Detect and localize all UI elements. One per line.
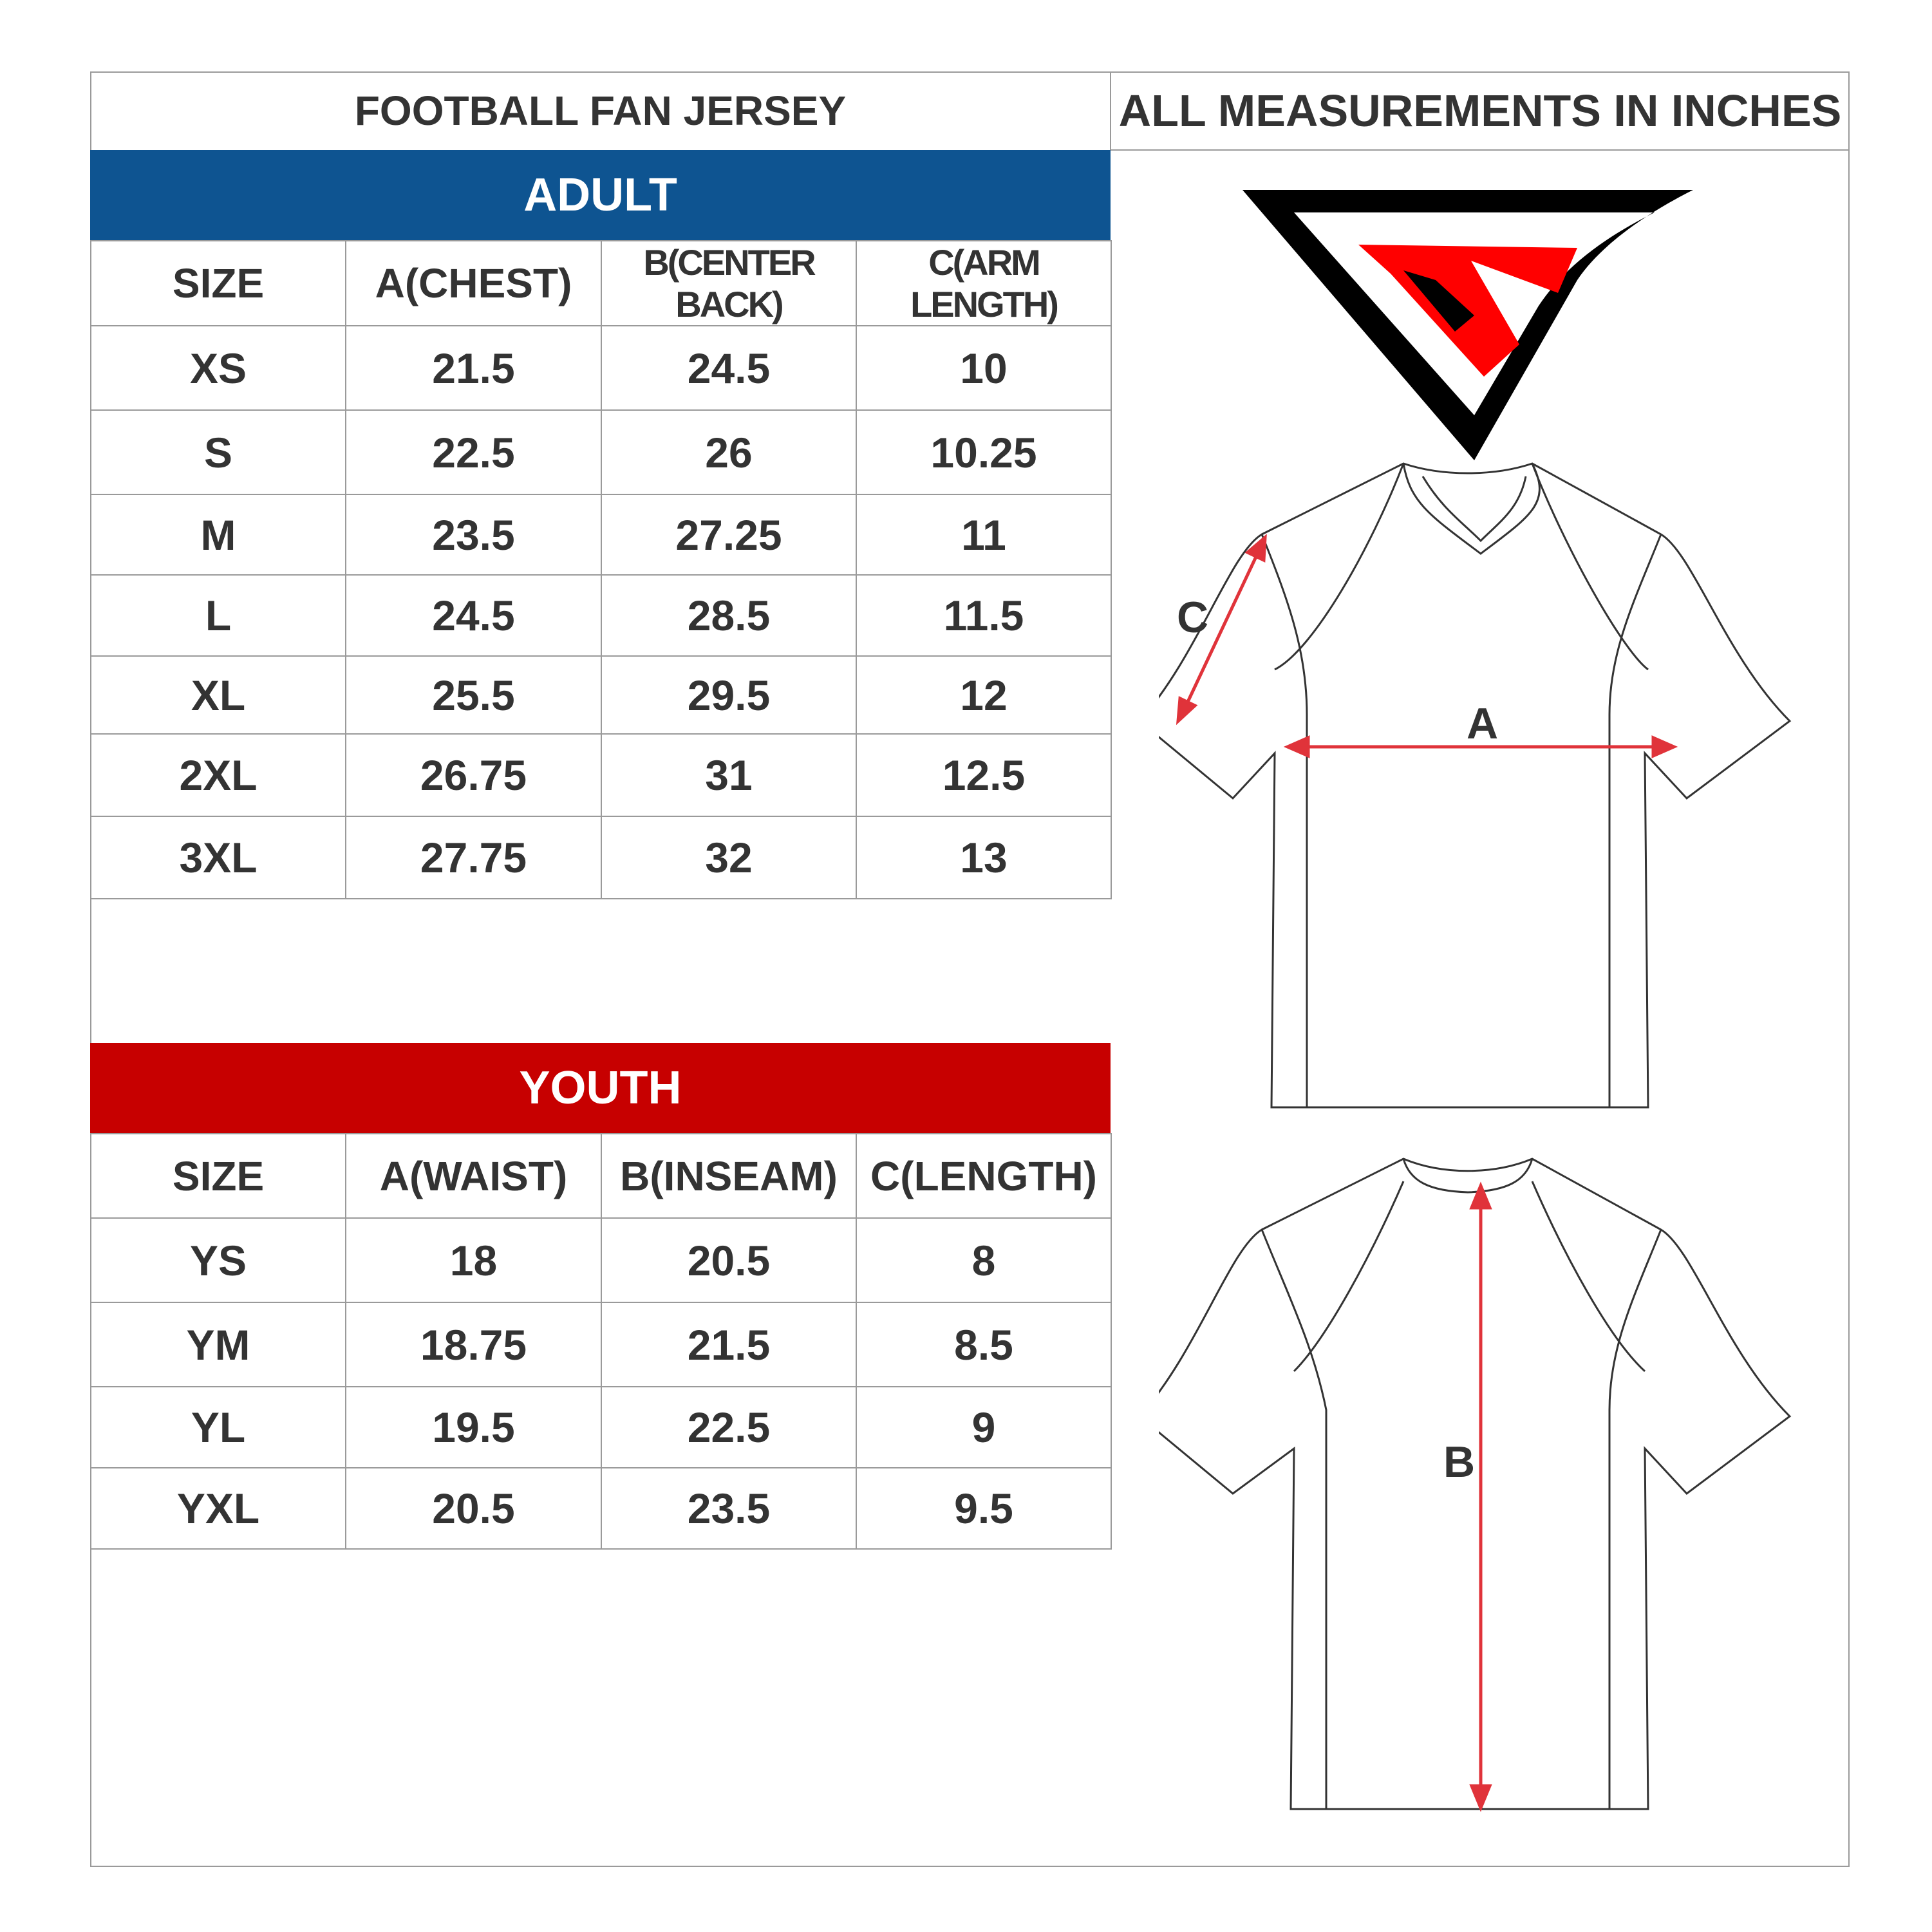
value-cell: 8.5	[856, 1302, 1111, 1387]
value-cell: 26.75	[346, 734, 601, 816]
adult-col-b: B(CENTER BACK)	[601, 241, 856, 326]
value-cell: 24.5	[601, 326, 856, 410]
adult-col-c: C(ARM LENGTH)	[856, 241, 1111, 326]
value-cell: 12	[856, 656, 1111, 734]
youth-size-table	[90, 1133, 1112, 1550]
table-row	[91, 656, 1111, 734]
size-cell: M	[91, 494, 346, 575]
measure-label-a: A	[1467, 699, 1499, 748]
value-cell: 25.5	[346, 656, 601, 734]
youth-banner: YOUTH	[90, 1043, 1111, 1133]
size-cell: XL	[91, 656, 346, 734]
table-row	[91, 734, 1111, 816]
size-cell: YL	[91, 1387, 346, 1468]
value-cell: 18.75	[346, 1302, 601, 1387]
size-cell: YM	[91, 1302, 346, 1387]
value-cell: 31	[601, 734, 856, 816]
value-cell: 18	[346, 1218, 601, 1302]
value-cell: 26	[601, 410, 856, 494]
value-cell: 22.5	[601, 1387, 856, 1468]
adult-col-size: SIZE	[91, 241, 346, 326]
size-cell: 3XL	[91, 816, 346, 899]
table-row	[91, 1387, 1111, 1468]
value-cell: 11.5	[856, 575, 1111, 656]
value-cell: 24.5	[346, 575, 601, 656]
value-cell: 32	[601, 816, 856, 899]
product-title: FOOTBALL FAN JERSEY	[354, 88, 847, 134]
value-cell: 19.5	[346, 1387, 601, 1468]
header-bottom-rule-right	[1111, 149, 1850, 151]
table-row	[91, 1218, 1111, 1302]
table-row	[91, 1468, 1111, 1549]
value-cell: 8	[856, 1218, 1111, 1302]
units-note: ALL MEASUREMENTS IN INCHES	[1118, 86, 1842, 136]
youth-col-size: SIZE	[91, 1134, 346, 1218]
table-row	[91, 410, 1111, 494]
value-cell: 29.5	[601, 656, 856, 734]
value-cell: 11	[856, 494, 1111, 575]
value-cell: 23.5	[601, 1468, 856, 1549]
table-row	[91, 1302, 1111, 1387]
value-cell: 23.5	[346, 494, 601, 575]
table-row	[91, 816, 1111, 899]
size-cell: XS	[91, 326, 346, 410]
jersey-back-icon	[1159, 1146, 1803, 1822]
measure-label-c: C	[1177, 593, 1209, 642]
value-cell: 27.75	[346, 816, 601, 899]
value-cell: 10.25	[856, 410, 1111, 494]
jersey-front-icon	[1159, 451, 1803, 1127]
size-cell: 2XL	[91, 734, 346, 816]
youth-col-c: C(LENGTH)	[856, 1134, 1111, 1218]
size-cell: S	[91, 410, 346, 494]
value-cell: 22.5	[346, 410, 601, 494]
table-row	[91, 575, 1111, 656]
value-cell: 27.25	[601, 494, 856, 575]
youth-col-a: A(WAIST)	[346, 1134, 601, 1218]
youth-col-b: B(INSEAM)	[601, 1134, 856, 1218]
value-cell: 21.5	[346, 326, 601, 410]
value-cell: 10	[856, 326, 1111, 410]
v-s-logo-icon	[1243, 183, 1693, 460]
value-cell: 13	[856, 816, 1111, 899]
value-cell: 9.5	[856, 1468, 1111, 1549]
value-cell: 28.5	[601, 575, 856, 656]
size-cell: YS	[91, 1218, 346, 1302]
table-row	[91, 326, 1111, 410]
size-cell: YXL	[91, 1468, 346, 1549]
table-row	[91, 494, 1111, 575]
adult-col-a: A(CHEST)	[346, 241, 601, 326]
value-cell: 20.5	[346, 1468, 601, 1549]
adult-size-table	[90, 240, 1112, 899]
youth-header-row	[91, 1134, 1111, 1218]
value-cell: 9	[856, 1387, 1111, 1468]
adult-banner: ADULT	[90, 150, 1111, 240]
size-cell: L	[91, 575, 346, 656]
value-cell: 20.5	[601, 1218, 856, 1302]
measure-label-b: B	[1443, 1438, 1476, 1487]
value-cell: 12.5	[856, 734, 1111, 816]
adult-header-row	[91, 241, 1111, 326]
value-cell: 21.5	[601, 1302, 856, 1387]
